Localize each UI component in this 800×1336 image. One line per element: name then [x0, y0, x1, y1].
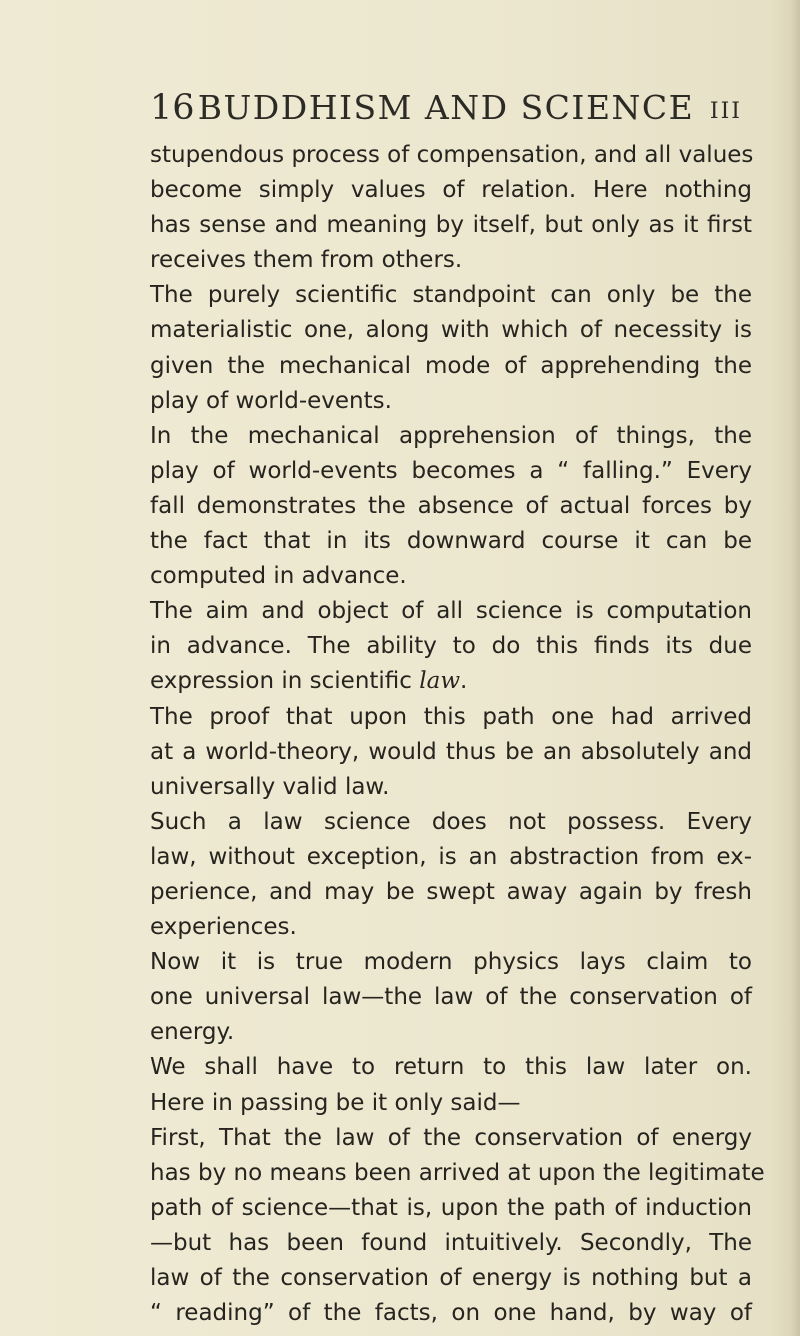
text-line: The aim and object of all science is computation: [150, 598, 752, 625]
text-line: We shall have to return to this law later on.: [150, 1054, 752, 1081]
text-line-with-italic: [150, 664, 752, 699]
text-line: “ reading” of the facts, on one hand, by way of: [150, 1300, 752, 1327]
text-line: In the mechanical apprehension of things, the: [150, 422, 752, 449]
chapter-number: III: [709, 99, 742, 124]
running-title: BUDDHISM AND SCIENCE: [197, 88, 695, 127]
italic-word: law: [419, 668, 461, 695]
text-line: given the mechanical mode of apprehending the: [150, 352, 752, 379]
text-line: the fact that in its downward course it can be: [150, 528, 752, 555]
text-line: Such a law science does not possess. Every: [150, 808, 752, 835]
page-header: [150, 86, 742, 130]
text-line: The proof that upon this path one had arrived: [150, 703, 752, 730]
page-number: 16: [150, 88, 195, 128]
text-line: has by no means been arrived at upon the legitimate: [150, 1159, 765, 1186]
text-line: law, without exception, is an abstraction from ex-: [150, 843, 752, 870]
text-fragment: expression in scientific: [150, 668, 412, 695]
text-line: Now it is true modern physics lays claim to: [150, 949, 752, 976]
text-line: —but has been found intuitively. Secondly, The: [150, 1229, 752, 1256]
page-edge-shadow: [790, 0, 800, 1336]
text-line: receives them from others.: [150, 247, 463, 274]
text-line: become simply values of relation. Here nothing: [150, 177, 752, 204]
text-line: law of the conservation of energy is nothing but a: [150, 1265, 752, 1291]
text-line: path of science—that is, upon the path of induction: [150, 1194, 752, 1221]
text-line: play of world-events becomes a “ falling.” Every: [150, 457, 752, 484]
text-line: experiences.: [150, 914, 297, 941]
text-line: play of world-events.: [150, 387, 392, 414]
text-line: has sense and meaning by itself, but only as it first: [150, 212, 752, 239]
text-line: computed in advance.: [150, 563, 407, 590]
text-line: at a world-theory, would thus be an absolutely and: [150, 738, 752, 765]
text-line: energy.: [150, 1019, 235, 1046]
text-line: one universal law—the law of the conservation of: [150, 984, 752, 1011]
text-line: The purely scientific standpoint can only be the: [150, 282, 752, 309]
text-fragment: .: [460, 668, 468, 695]
text-line: materialistic one, along with which of necessity is: [150, 317, 752, 344]
text-line: stupendous process of compensation, and all values: [150, 142, 754, 168]
text-line: Here in passing be it only said—: [150, 1089, 521, 1116]
text-line: First, That the law of the conservation of energy: [150, 1124, 752, 1151]
text-line: perience, and may be swept away again by fresh: [150, 878, 752, 905]
text-line: universally valid law.: [150, 773, 390, 800]
text-line: in advance. The ability to do this finds its due: [150, 633, 752, 660]
body-text: [150, 138, 765, 1331]
text-line: fall demonstrates the absence of actual forces by: [150, 492, 752, 519]
